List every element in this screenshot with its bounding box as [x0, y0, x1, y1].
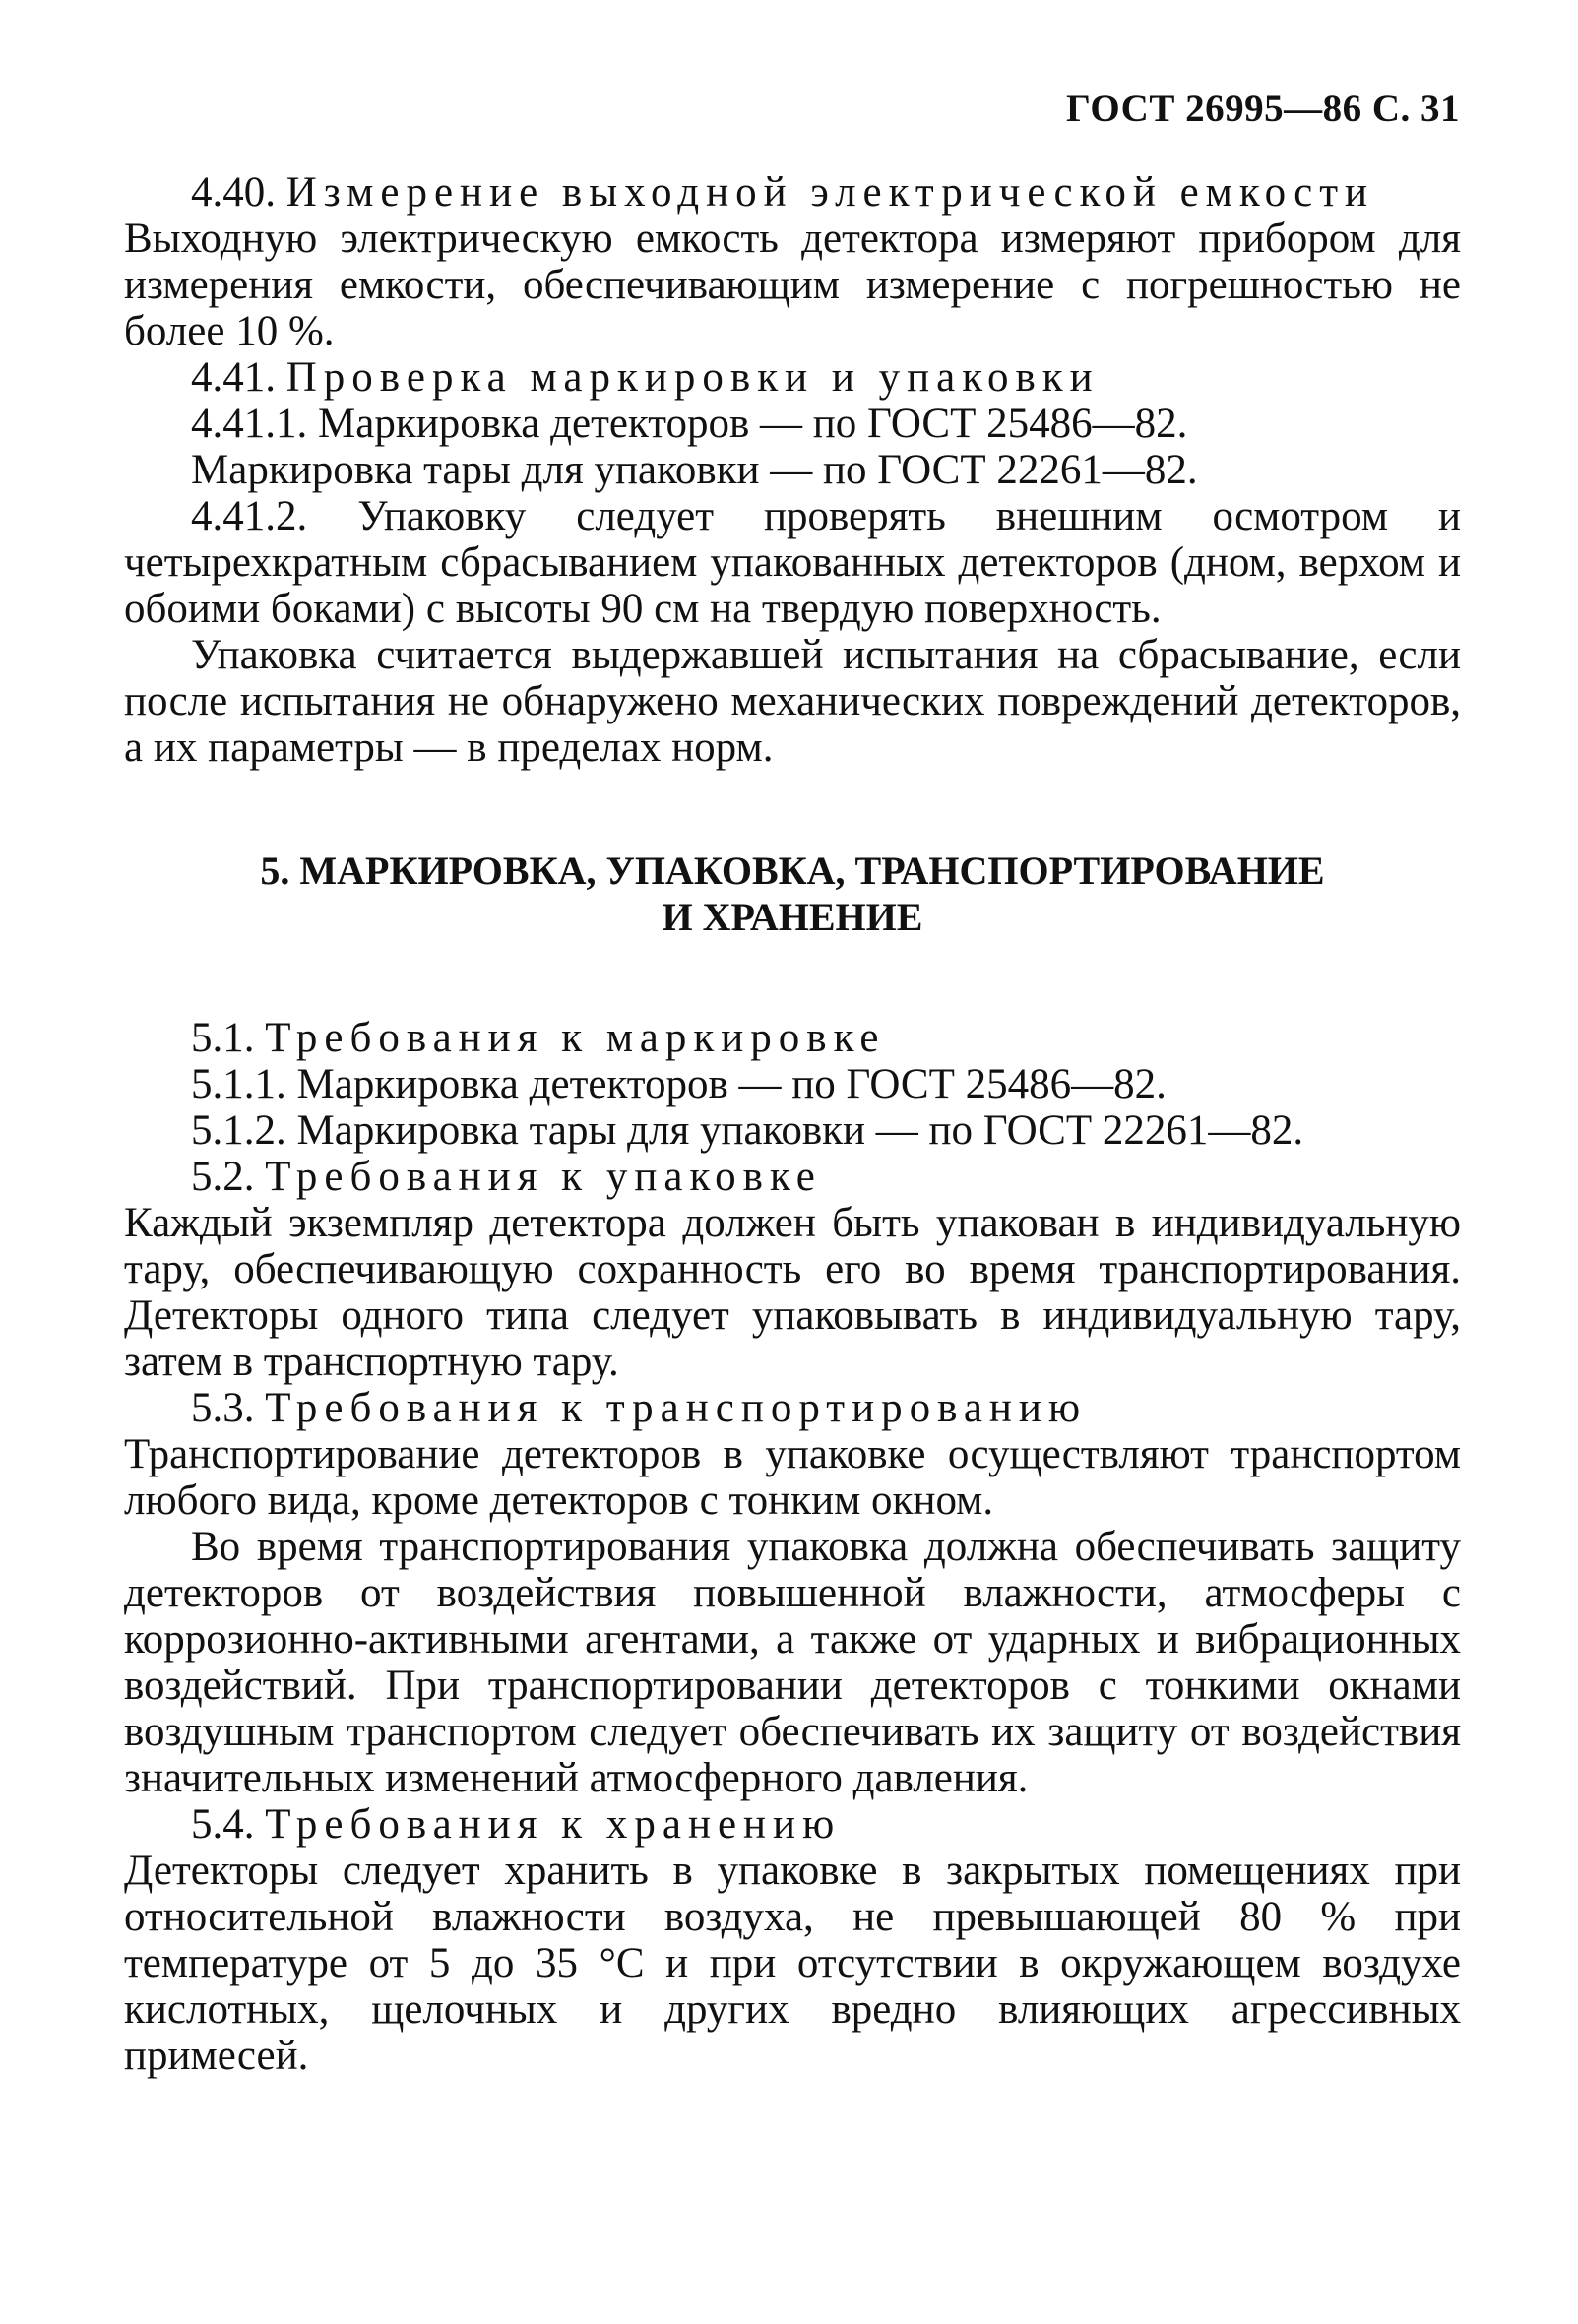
section-title-line: И ХРАНЕНИЕ — [662, 895, 923, 939]
subsection-heading-5-1 — [124, 1015, 1461, 1061]
paragraph: Каждый экземпляр детектора должен быть упакован в индивидуальную тару, обеспечивающую сохранность его во время транспортирования. Детекторы одного типа следует упаковывать в индивидуальную тару, затем в транспортную тару. — [124, 1200, 1461, 1385]
paragraph: Во время транспортирования упаковка должна обеспечивать защиту детекторов от воздействия повышенной влажности, атмосферы с коррозионно-активными агентами, а также от ударных и вибрационных воздействий. При транспортировании детекторов с тонкими окнами воздушным транспортом следует обеспечивать их защиту от воздействия значительных изменений атмосферного давления. — [124, 1524, 1461, 1801]
paragraph: Маркировка тары для упаковки — по ГОСТ 22261—82. — [191, 447, 1198, 493]
subsection-title: Требования к транспортированию — [265, 1385, 1088, 1431]
subsection-heading-4-41 — [124, 354, 1461, 401]
running-header: ГОСТ 26995—86 С. 31 — [1066, 88, 1460, 130]
paragraph: 5.1.2. Маркировка тары для упаковки — по ГОСТ 22261—82. — [191, 1107, 1304, 1154]
subsection-number: 5.4. — [191, 1801, 255, 1848]
paragraph: 4.41.2. Упаковку следует проверять внешним осмотром и четырехкратным сбрасыванием упакованных детекторов (дном, верхом и обоими боками) с высоты 90 см на твердую поверхность. — [124, 493, 1461, 632]
subsection-title: Проверка маркировки и упаковки — [285, 354, 1100, 401]
subsection-heading-5-4 — [124, 1801, 1461, 1848]
subsection-title: Требования к маркировке — [265, 1015, 886, 1061]
subsection-number: 5.2. — [191, 1154, 255, 1200]
subsection-heading-5-2 — [124, 1154, 1461, 1200]
subsection-title: Измерение выходной электрической емкости — [285, 169, 1375, 216]
paragraph: Детекторы следует хранить в упаковке в закрытых помещениях при относительной влажности воздуха, не превышающей 80 % при температуре от 5 до 35 °С и при отсутствии в окружающем воздухе кислотных, щелочных и других вредно влияющих агрессивных примесей. — [124, 1848, 1461, 2079]
paragraph: Упаковка считается выдержавшей испытания на сбрасывание, если после испытания не обнаружено механических повреждений детекторов, а их параметры — в пределах норм. — [124, 632, 1461, 771]
paragraph: Выходную электрическую емкость детектора измеряют прибором для измерения емкости, обеспечивающим измерение с погрешностью не более 10 %. — [124, 216, 1461, 354]
section-title-line: 5. МАРКИРОВКА, УПАКОВКА, ТРАНСПОРТИРОВАНИЕ — [260, 848, 1325, 893]
subsection-title: Требования к упаковке — [265, 1154, 822, 1200]
paragraph: Транспортирование детекторов в упаковке осуществляют транспортом любого вида, кроме детекторов с тонким окном. — [124, 1431, 1461, 1524]
page-body — [124, 169, 1461, 2079]
subsection-heading-5-3 — [124, 1385, 1461, 1431]
paragraph: 4.41.1. Маркировка детекторов — по ГОСТ 25486—82. — [191, 401, 1188, 447]
paragraph: 5.1.1. Маркировка детекторов — по ГОСТ 25486—82. — [191, 1061, 1167, 1107]
subsection-number: 5.3. — [191, 1385, 255, 1431]
section-title — [124, 848, 1461, 940]
subsection-number: 5.1. — [191, 1015, 255, 1061]
subsection-number: 4.41. — [191, 354, 276, 401]
subsection-number: 4.40. — [191, 169, 276, 216]
subsection-title: Требования к хранению — [265, 1801, 842, 1848]
subsection-heading-4-40 — [124, 169, 1461, 216]
